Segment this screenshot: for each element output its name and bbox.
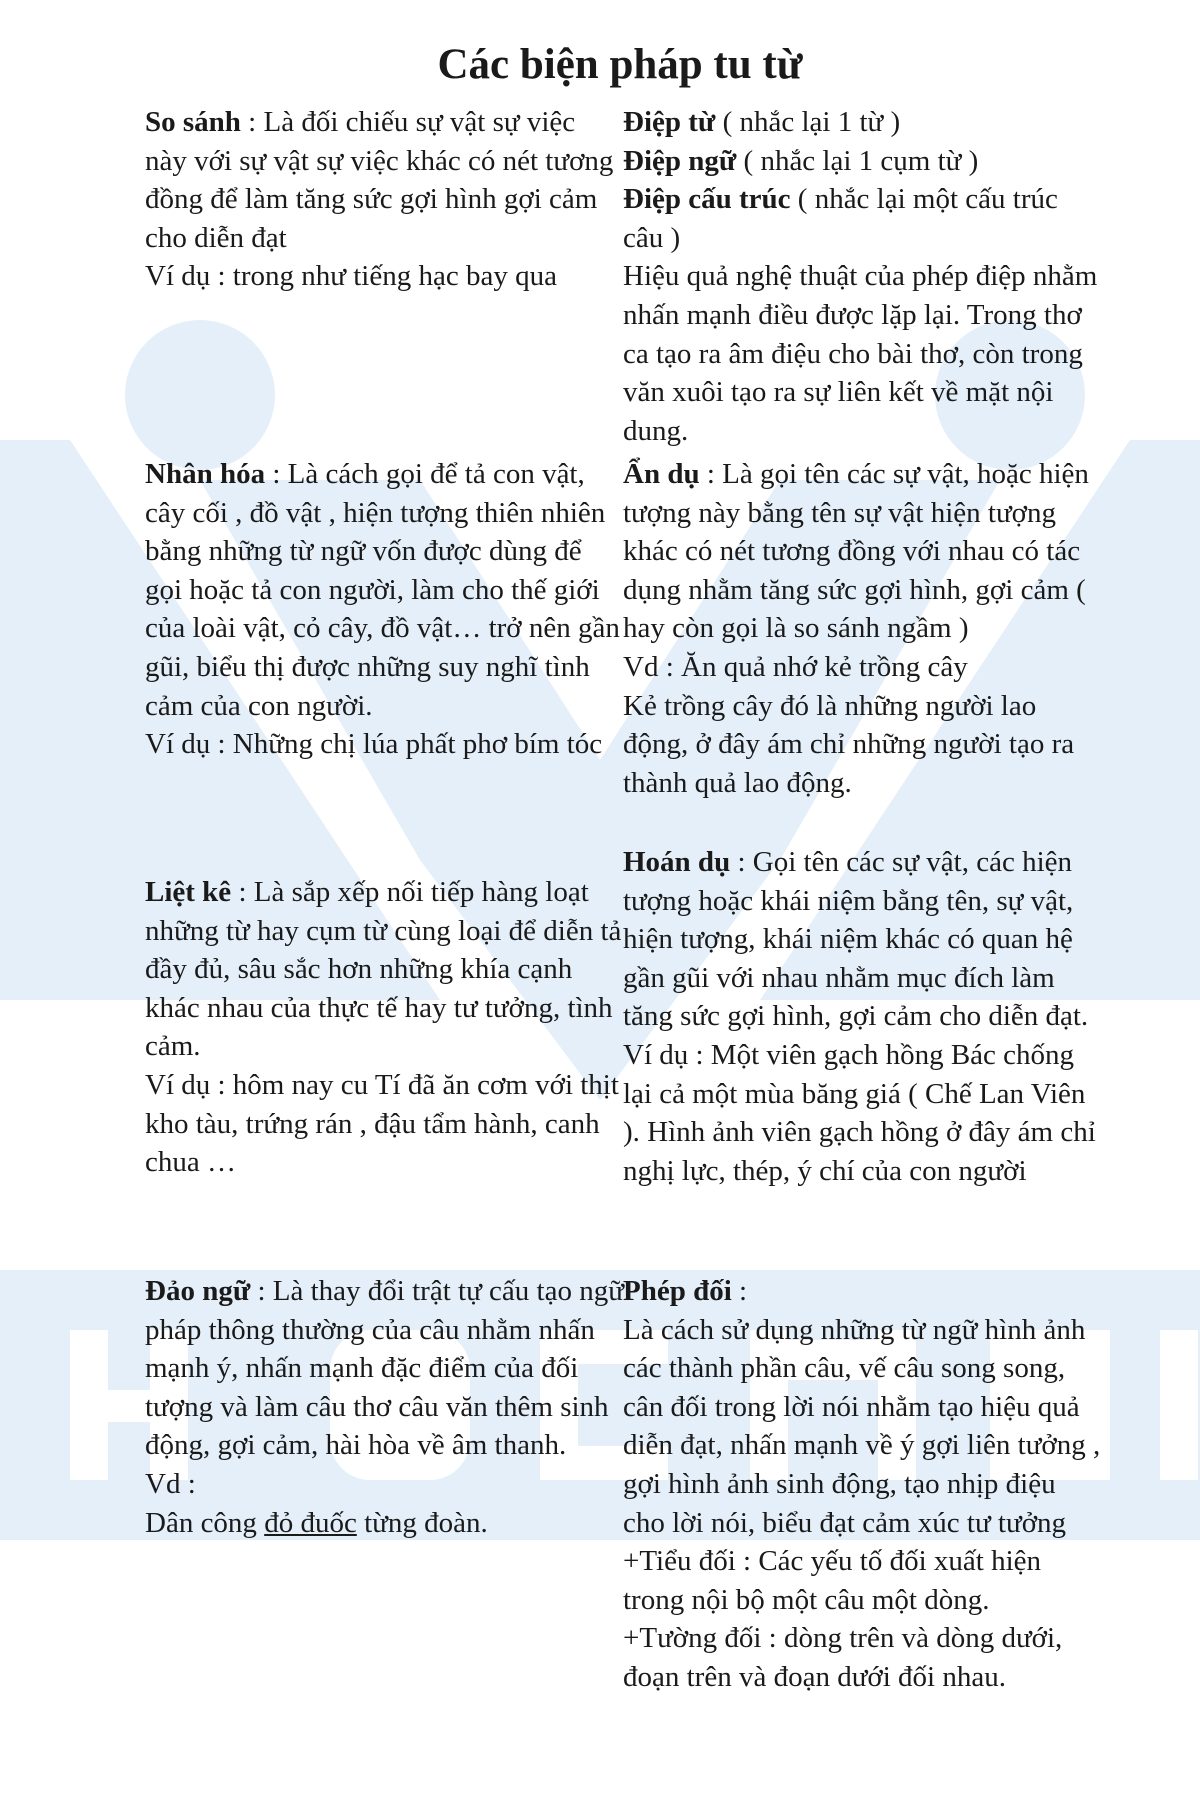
term-diep-tu: Điệp từ (623, 106, 716, 138)
effect-diep: Hiệu quả nghệ thuật của phép điệp nhằm nhấn mạnh điều được lặp lại. Trong thơ ca tạo ra âm điệu cho bài thơ, còn trong văn xuôi tạo ra sự liên kết về mặt nội dung. (623, 260, 1098, 447)
definition-so-sanh: : Là đối chiếu sự vật sự việc này với sự vật sự việc khác có nét tương đồng để làm tăng sức gợi hình gợi cảm cho diễn đạt (145, 106, 614, 254)
section-nhan-hoa (145, 455, 625, 764)
page-title: Các biện pháp tu từ (437, 41, 803, 88)
explanation-an-du: Kẻ trồng cây đó là những người lao động, ở đây ám chỉ những người tạo ra thành quả lao động. (623, 689, 1075, 799)
definition-nhan-hoa: : Là cách gọi để tả con vật, cây cối , đồ vật , hiện tượng thiên nhiên bằng những từ ngữ vốn được dùng để gọi hoặc tả con người, làm cho thế giới của loài vật, cỏ cây, đồ vật… trở nên gần gũi, biểu thị được những suy nghĩ tình cảm của con người. (145, 458, 620, 722)
section-phep-doi: Phép đối : Là cách sử dụng những từ ngữ hình ảnh các thành phần câu, vế câu song song, cân đối trong lời nói nhằm tạo hiệu quả diễn đạt, nhấn mạnh về ý gợi liên tưởng , gợi hình ảnh sinh động, tạo nhịp điệu cho lời nói, biểu đạt cảm xúc tư tưởng +Tiểu đối : Các yếu tố đối xuất hiện trong nội bộ một câu một dòng. +Tường đối : dòng trên và dòng dưới, đoạn trên và đoạn dưới đối nhau. (623, 1272, 1103, 1697)
definition-liet-ke: : Là sắp xếp nối tiếp hàng loạt những từ hay cụm từ cùng loại để diễn tả đầy đủ, sâu sắc hơn những khía cạnh khác nhau của thực tế hay tư tưởng, tình cảm. (145, 876, 622, 1063)
term-an-du: Ẩn dụ (623, 458, 700, 490)
term-diep-ngu: Điệp ngữ (623, 144, 737, 177)
example-liet-ke: Ví dụ : hôm nay cu Tí đã ăn cơm với thịt kho tàu, trứng rán , đậu tẩm hành, canh chua … (145, 1068, 619, 1179)
term-so-sanh: So sánh (145, 106, 241, 138)
example-label-dao-ngu: Vd : (145, 1467, 196, 1500)
term-diep-cau-truc: Điệp cấu trúc (623, 183, 791, 216)
underlined-phrase: đỏ đuốc (264, 1506, 357, 1539)
example-so-sanh: Ví dụ : trong như tiếng hạc bay qua (145, 260, 557, 293)
section-dao-ngu (145, 1272, 625, 1542)
definition-an-du: : Là gọi tên các sự vật, hoặc hiện tượng này bằng tên sự vật hiện tượng khác có nét tương đồng với nhau có tác dụng nhằm tăng sức gợi hình, gợi cảm ( hay còn gọi là so sánh ngầm ) (623, 458, 1089, 645)
example-hoan-du: Ví dụ : Một viên gạch hồng Bác chống lại cả một mùa băng giá ( Chế Lan Viên ). Hình ảnh viên gạch hồng ở đây ám chỉ nghị lực, thép, ý chí của con người (623, 1038, 1096, 1187)
section-diep: Điệp từ ( nhắc lại 1 từ ) Điệp ngữ ( nhắc lại 1 cụm từ ) Điệp cấu trúc ( nhắc lại một cấu trúc câu ) Hiệu quả nghệ thuật của phép điệp nhằm nhấn mạnh điều được lặp lại. Trong thơ ca tạo ra âm điệu cho bài thơ, còn trong văn xuôi tạo ra sự liên kết về mặt nội dung. (623, 103, 1101, 450)
term-phep-doi: Phép đối (623, 1275, 732, 1307)
term-liet-ke: Liệt kê (145, 876, 232, 908)
example-dao-ngu: Dân công đỏ đuốc từng đoàn. (145, 1506, 488, 1539)
term-dao-ngu: Đảo ngữ (145, 1275, 251, 1307)
definition-hoan-du: : Gọi tên các sự vật, các hiện tượng hoặc khái niệm bằng tên, sự vật, hiện tượng, khái niệm khác có quan hệ gần gũi với nhau nhằm mục đích làm tăng sức gợi hình, gợi cảm cho diễn đạt. (623, 846, 1089, 1033)
section-hoan-du (623, 843, 1103, 1190)
section-an-du (623, 455, 1103, 802)
section-liet-ke (145, 873, 625, 1182)
section-so-sanh (145, 103, 623, 296)
term-nhan-hoa: Nhân hóa (145, 458, 266, 490)
example-nhan-hoa: Ví dụ : Những chị lúa phất phơ bím tóc (145, 728, 603, 761)
term-hoan-du: Hoán dụ (623, 846, 731, 878)
tieu-doi: +Tiểu đối : Các yếu tố đối xuất hiện trong nội bộ một câu một dòng. (623, 1545, 1042, 1616)
example-an-du: Vd : Ăn quả nhớ kẻ trồng cây (623, 650, 968, 683)
definition-dao-ngu: : Là thay đổi trật tự cấu tạo ngữ pháp thông thường của câu nhằm nhấn mạnh ý, nhấn mạnh đặc điểm của đối tượng và làm câu thơ câu văn thêm sinh động, gợi cảm, hài hòa về âm thanh. (145, 1275, 624, 1462)
tuong-doi: +Tường đối : dòng trên và dòng dưới, đoạn trên và đoạn dưới đối nhau. (623, 1622, 1063, 1693)
definition-phep-doi: Là cách sử dụng những từ ngữ hình ảnh các thành phần câu, vế câu song song, cân đối trong lời nói nhằm tạo hiệu quả diễn đạt, nhấn mạnh về ý gợi liên tưởng , gợi hình ảnh sinh động, tạo nhịp điệu cho lời nói, biểu đạt cảm xúc tư tưởng (623, 1313, 1101, 1539)
